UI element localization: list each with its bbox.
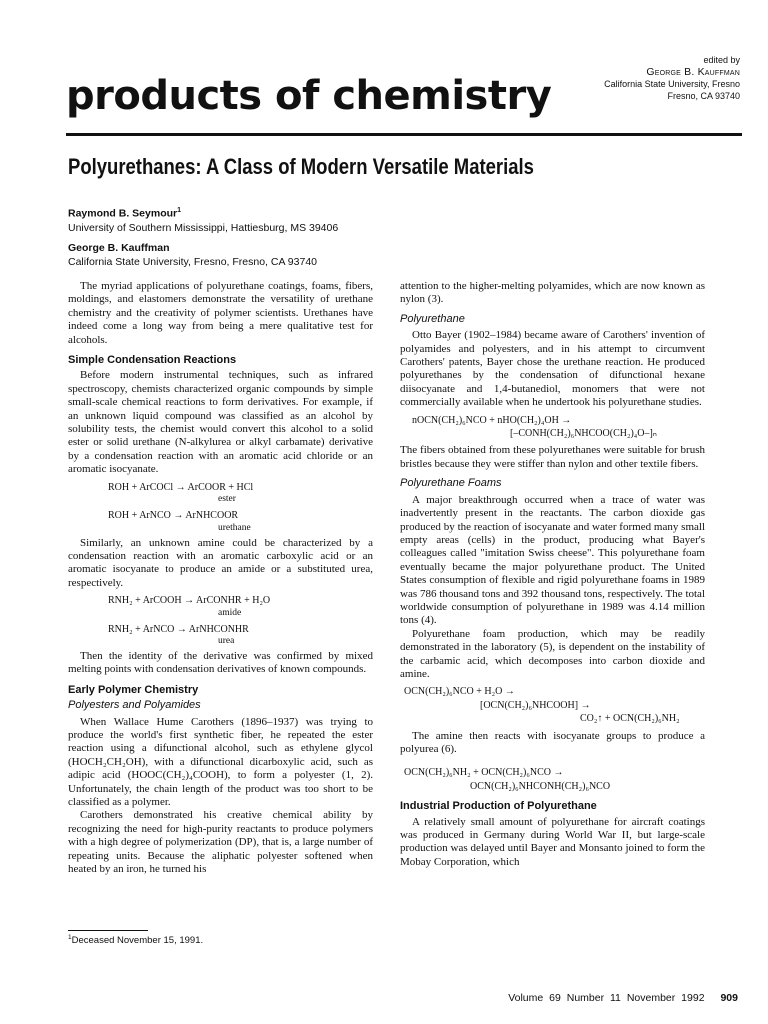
section-heading: Early Polymer Chemistry xyxy=(68,683,199,696)
paragraph: Carothers demonstrated his creative chemical ability by recognizing the need for high-purity reactants to produce polymers with a high degree of polymerization (DP), that is, a large number of repeating units. Because the aliphatic polyester softened when heated by an iron, he turned his xyxy=(68,809,373,876)
equation: nOCN(CH₂)₆NCO + nHO(CH₂)₄OH → [–CONH(CH₂)₆NHCOO(CH₂)₄O–]ₙ xyxy=(412,414,657,440)
paragraph: When Wallace Hume Carothers (1896–1937) was trying to produce the world's first synthetic fiber, he repeated the ester reaction using a difunctional alcohol, such as ethylene glycol (HOCH₂CH₂OH), with a difunctional dicarboxylic acid, such as adipic acid (HOOC(CH₂)₄COOH), to form a polyester (1, 2). Unfortunately, the chain length of the product was too short to be classified as a polymer. xyxy=(68,715,373,808)
author-name: Raymond B. Seymour$^1$ xyxy=(68,207,182,220)
editor-affiliation: California State University, Fresno xyxy=(604,79,740,89)
section-heading: Industrial Production of Polyurethane xyxy=(400,800,597,813)
paragraph: A major breakthrough occurred when a trace of water was inadvertently present in the reactants. The carbon dioxide gas produced by the reaction of isocyanate and water formed many small empty areas (cells) in the product, producing what Bayer's colleagues called "imitation Swiss cheese". This polyurethane foam eventually became the major polyurethane product. The United States consumption of flexible and rigid polyurethane foams in 1989 was 786 thousand tons and 392 thousand tons, respectively. The total worldwide consumption of polyurethane in 1989 was 4.14 million tons (4). xyxy=(400,493,705,627)
footnote: $^1$Deceased November 15, 1991. xyxy=(68,934,204,947)
section-heading: Simple Condensation Reactions xyxy=(68,354,237,367)
subsection-heading: Polyurethane xyxy=(400,312,465,325)
equation: RNH₂ + ArCOOH → ArCONHR + H₂O amide RNH₂ + ArNCO → ArNHCONHR urea xyxy=(108,595,271,646)
author-name: George B. Kauffman xyxy=(68,241,170,254)
paragraph: The fibers obtained from these polyurethanes were suitable for brush bristles because they were stiffer than nylon and other textile fibers. xyxy=(400,444,705,470)
intro-paragraph: The myriad applications of polyurethane coatings, foams, fibers, moldings, and elastomers demonstrate the versatility of urethane chemistry and the creativity of polymer scientists. Urethanes have indeed come a long way from being a mere qualitative test for alcohols. xyxy=(68,280,373,346)
footnote-rule xyxy=(68,930,148,931)
page-number: 909 xyxy=(720,992,738,1004)
editor-credit xyxy=(604,54,740,102)
editor-location: Fresno, CA 93740 xyxy=(667,91,740,101)
article-title: Polyurethanes: A Class of Modern Versatile Materials xyxy=(68,154,534,179)
paragraph: Otto Bayer (1902–1984) became aware of Carothers' invention of polyamides and polyesters, and in his attempt to circumvent Carothers' patents, Bayer chose the urethane reaction. He produced polyurethanes by the condensation of difunctional hexane diisocyanate and 1,4-butanediol, monomers that were not commercially available when he undertook his polyurethane studies. xyxy=(400,329,705,409)
edited-by-label: edited by xyxy=(703,55,740,65)
paragraph: Similarly, an unknown amine could be characterized by a condensation reaction with an aromatic carboxylic acid or an aromatic isocyanate to produce an amide or a substituted urea, respectively. xyxy=(68,536,373,589)
paragraph: A relatively small amount of polyurethane for aircraft coatings was produced in Germany during World War II, but large-scale production was delayed until Bayer and Monsanto joined to form the Mobay Corporation, which xyxy=(400,815,705,868)
equation: ROH + ArCOCl → ArCOOR + HCl ester ROH + ArNCO → ArNHCOOR urethane xyxy=(108,481,254,533)
right-column xyxy=(400,280,705,869)
issue-number: Number 11 xyxy=(566,992,621,1004)
author-affiliation: California State University, Fresno, Fresno, CA 93740 xyxy=(68,255,318,268)
column-title: products of chemistry xyxy=(66,73,552,119)
page-footer xyxy=(508,992,738,1004)
left-column xyxy=(68,280,373,876)
paragraph: Then the identity of the derivative was confirmed by mixed melting points with condensation derivatives of known compounds. xyxy=(68,649,373,676)
header-rule xyxy=(66,133,742,136)
subsection-heading: Polyesters and Polyamides xyxy=(68,699,201,712)
equation: OCN(CH₂)₆NCO + H₂O → [OCN(CH₂)₆NHCOOH] → CO₂↑ + OCN(CH₂)₆NH₂ xyxy=(404,686,680,725)
equation: OCN(CH₂)₆NH₂ + OCN(CH₂)₆NCO → OCN(CH₂)₆NHCONH(CH₂)₆NCO xyxy=(404,767,611,792)
paragraph: Before modern instrumental techniques, such as infrared spectroscopy, chemists characterized organic compounds by simple small-scale chemical reactions to form derivatives. For example, if an unknown liquid compound was classified as an alcohol by solubility tests, the chemist would convert this alcohol to a solid ester or solid urethane (N-alkylurea or alkyl carbamate) derivative by a condensation reaction with an aromatic acid chloride or an aromatic isocyanate. xyxy=(68,369,373,476)
subsection-heading: Polyurethane Foams xyxy=(400,477,502,490)
author-affiliation: University of Southern Mississippi, Hattiesburg, MS 39406 xyxy=(68,221,339,234)
issue-date: November 1992 xyxy=(626,992,705,1004)
volume: Volume 69 xyxy=(508,992,561,1004)
paragraph: attention to the higher-melting polyamides, which are now known as nylon (3). xyxy=(400,280,705,306)
author-block xyxy=(68,204,338,275)
editor-name: George B. Kauffman xyxy=(646,66,740,78)
paragraph: Polyurethane foam production, which may be readily demonstrated in the laboratory (5), is dependent on the instability of the carbamic acid, which decomposes into carbon dioxide and amine. xyxy=(400,627,705,680)
paragraph: The amine then reacts with isocyanate groups to produce a polyurea (6). xyxy=(400,729,705,755)
